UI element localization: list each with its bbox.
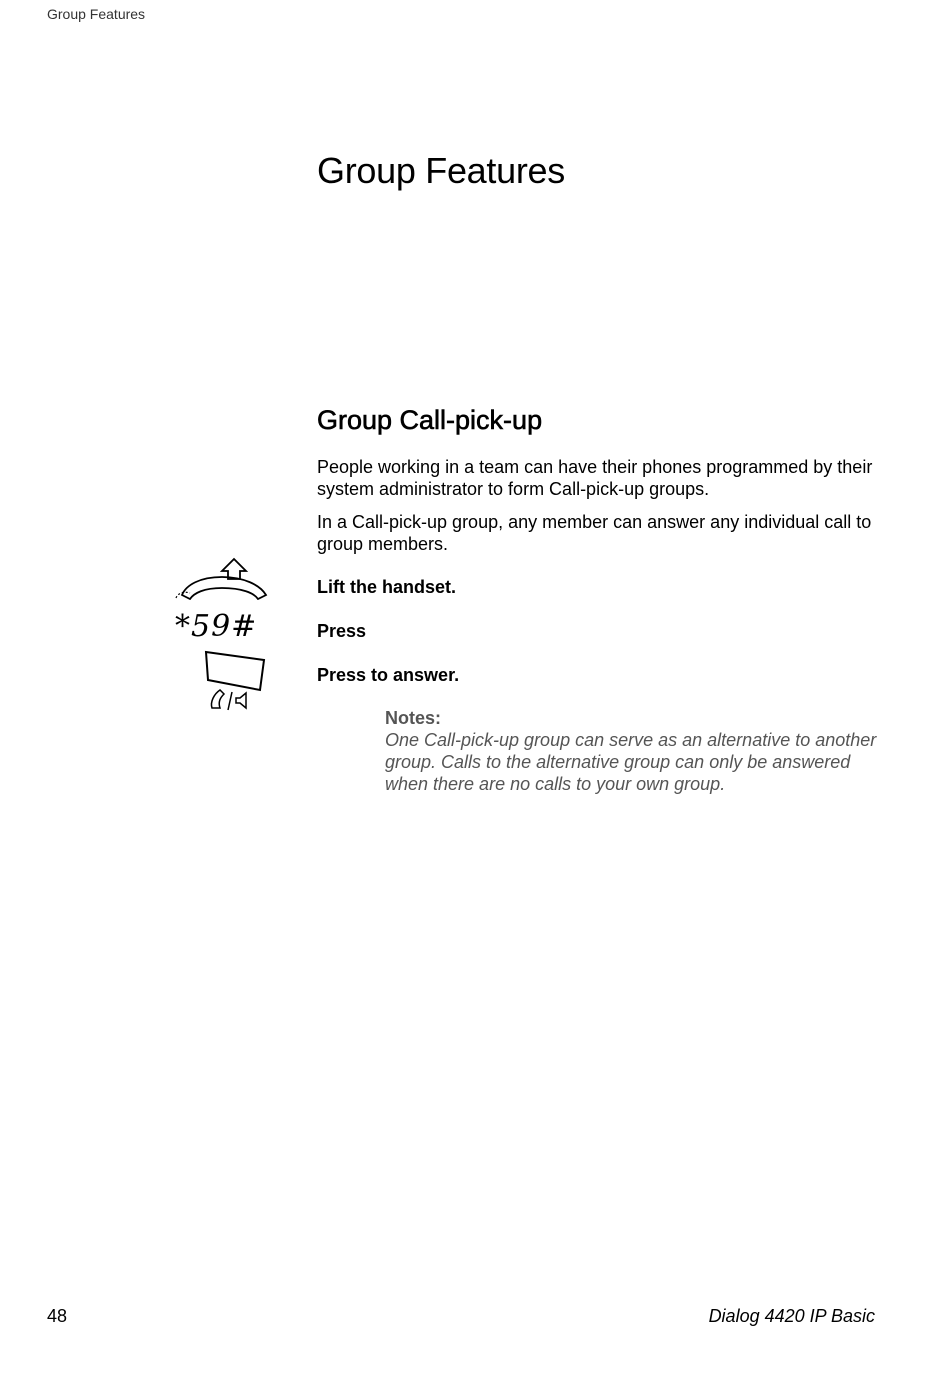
notes-text: One Call-pick-up group can serve as an alternative to another group. Calls to the alternative group can only be answered when there are no calls to your own group.	[385, 730, 877, 794]
step-press: Press	[317, 621, 367, 641]
notes-block	[385, 707, 885, 795]
answer-key-icon	[200, 650, 272, 714]
notes-heading: Notes:	[385, 708, 442, 728]
step-lift-handset: Lift the handset.	[317, 577, 456, 597]
intro-paragraph: People working in a team can have their phones programmed by their system administrator to form Call-pick-up groups.	[317, 457, 873, 499]
running-header: Group Features	[47, 6, 146, 22]
footer-document-title: Dialog 4420 IP Basic	[708, 1306, 875, 1326]
step-press-to-answer: Press to answer.	[317, 665, 460, 685]
group-paragraph: In a Call-pick-up group, any member can answer any individual call to group members.	[317, 512, 872, 554]
code-icon: *59#	[175, 609, 258, 644]
chapter-title: Group Features	[317, 150, 565, 191]
page-number: 48	[47, 1306, 68, 1326]
lift-handset-icon	[172, 555, 272, 600]
section-title: Group Call-pick-up	[317, 405, 543, 435]
